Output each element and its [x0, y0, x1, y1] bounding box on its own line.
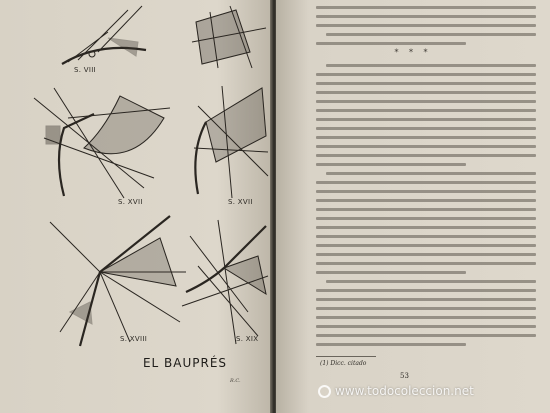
- text-paragraph-4: [316, 280, 536, 352]
- bowsprit-sketch-s17-right: [192, 82, 270, 202]
- page-number: 53: [400, 372, 409, 380]
- text-paragraph-1: [316, 6, 536, 51]
- sail-sketch-top-right: [190, 2, 270, 72]
- figure-label-s19: S. XIX: [236, 335, 259, 343]
- footnote-rule: [316, 356, 376, 357]
- figure-caption: EL BAUPRÉS: [142, 356, 228, 370]
- figure-label-s17a: S. XVII: [118, 198, 143, 206]
- text-paragraph-2: [316, 64, 536, 172]
- watermark-text: www.todocoleccion.net: [335, 384, 474, 398]
- figure-label-s8: S. VIII: [74, 66, 96, 74]
- watermark: [318, 384, 474, 398]
- footnote: (1) Dicc. citado: [320, 360, 367, 367]
- left-page: [0, 0, 272, 413]
- todocoleccion-logo-icon: [318, 385, 331, 398]
- illustrator-signature: R.C.: [230, 378, 241, 384]
- section-separator: * * *: [394, 48, 432, 57]
- bowsprit-sketch-s17-left: [24, 78, 174, 203]
- text-paragraph-3: [316, 172, 536, 280]
- bowsprit-sketch-s19: [178, 216, 270, 346]
- bowsprit-sketch-s8: [58, 2, 150, 72]
- figure-label-s18: S. XVIII: [120, 335, 148, 343]
- bowsprit-sketch-s18: [40, 212, 190, 348]
- figure-label-s17b: S. XVII: [228, 198, 253, 206]
